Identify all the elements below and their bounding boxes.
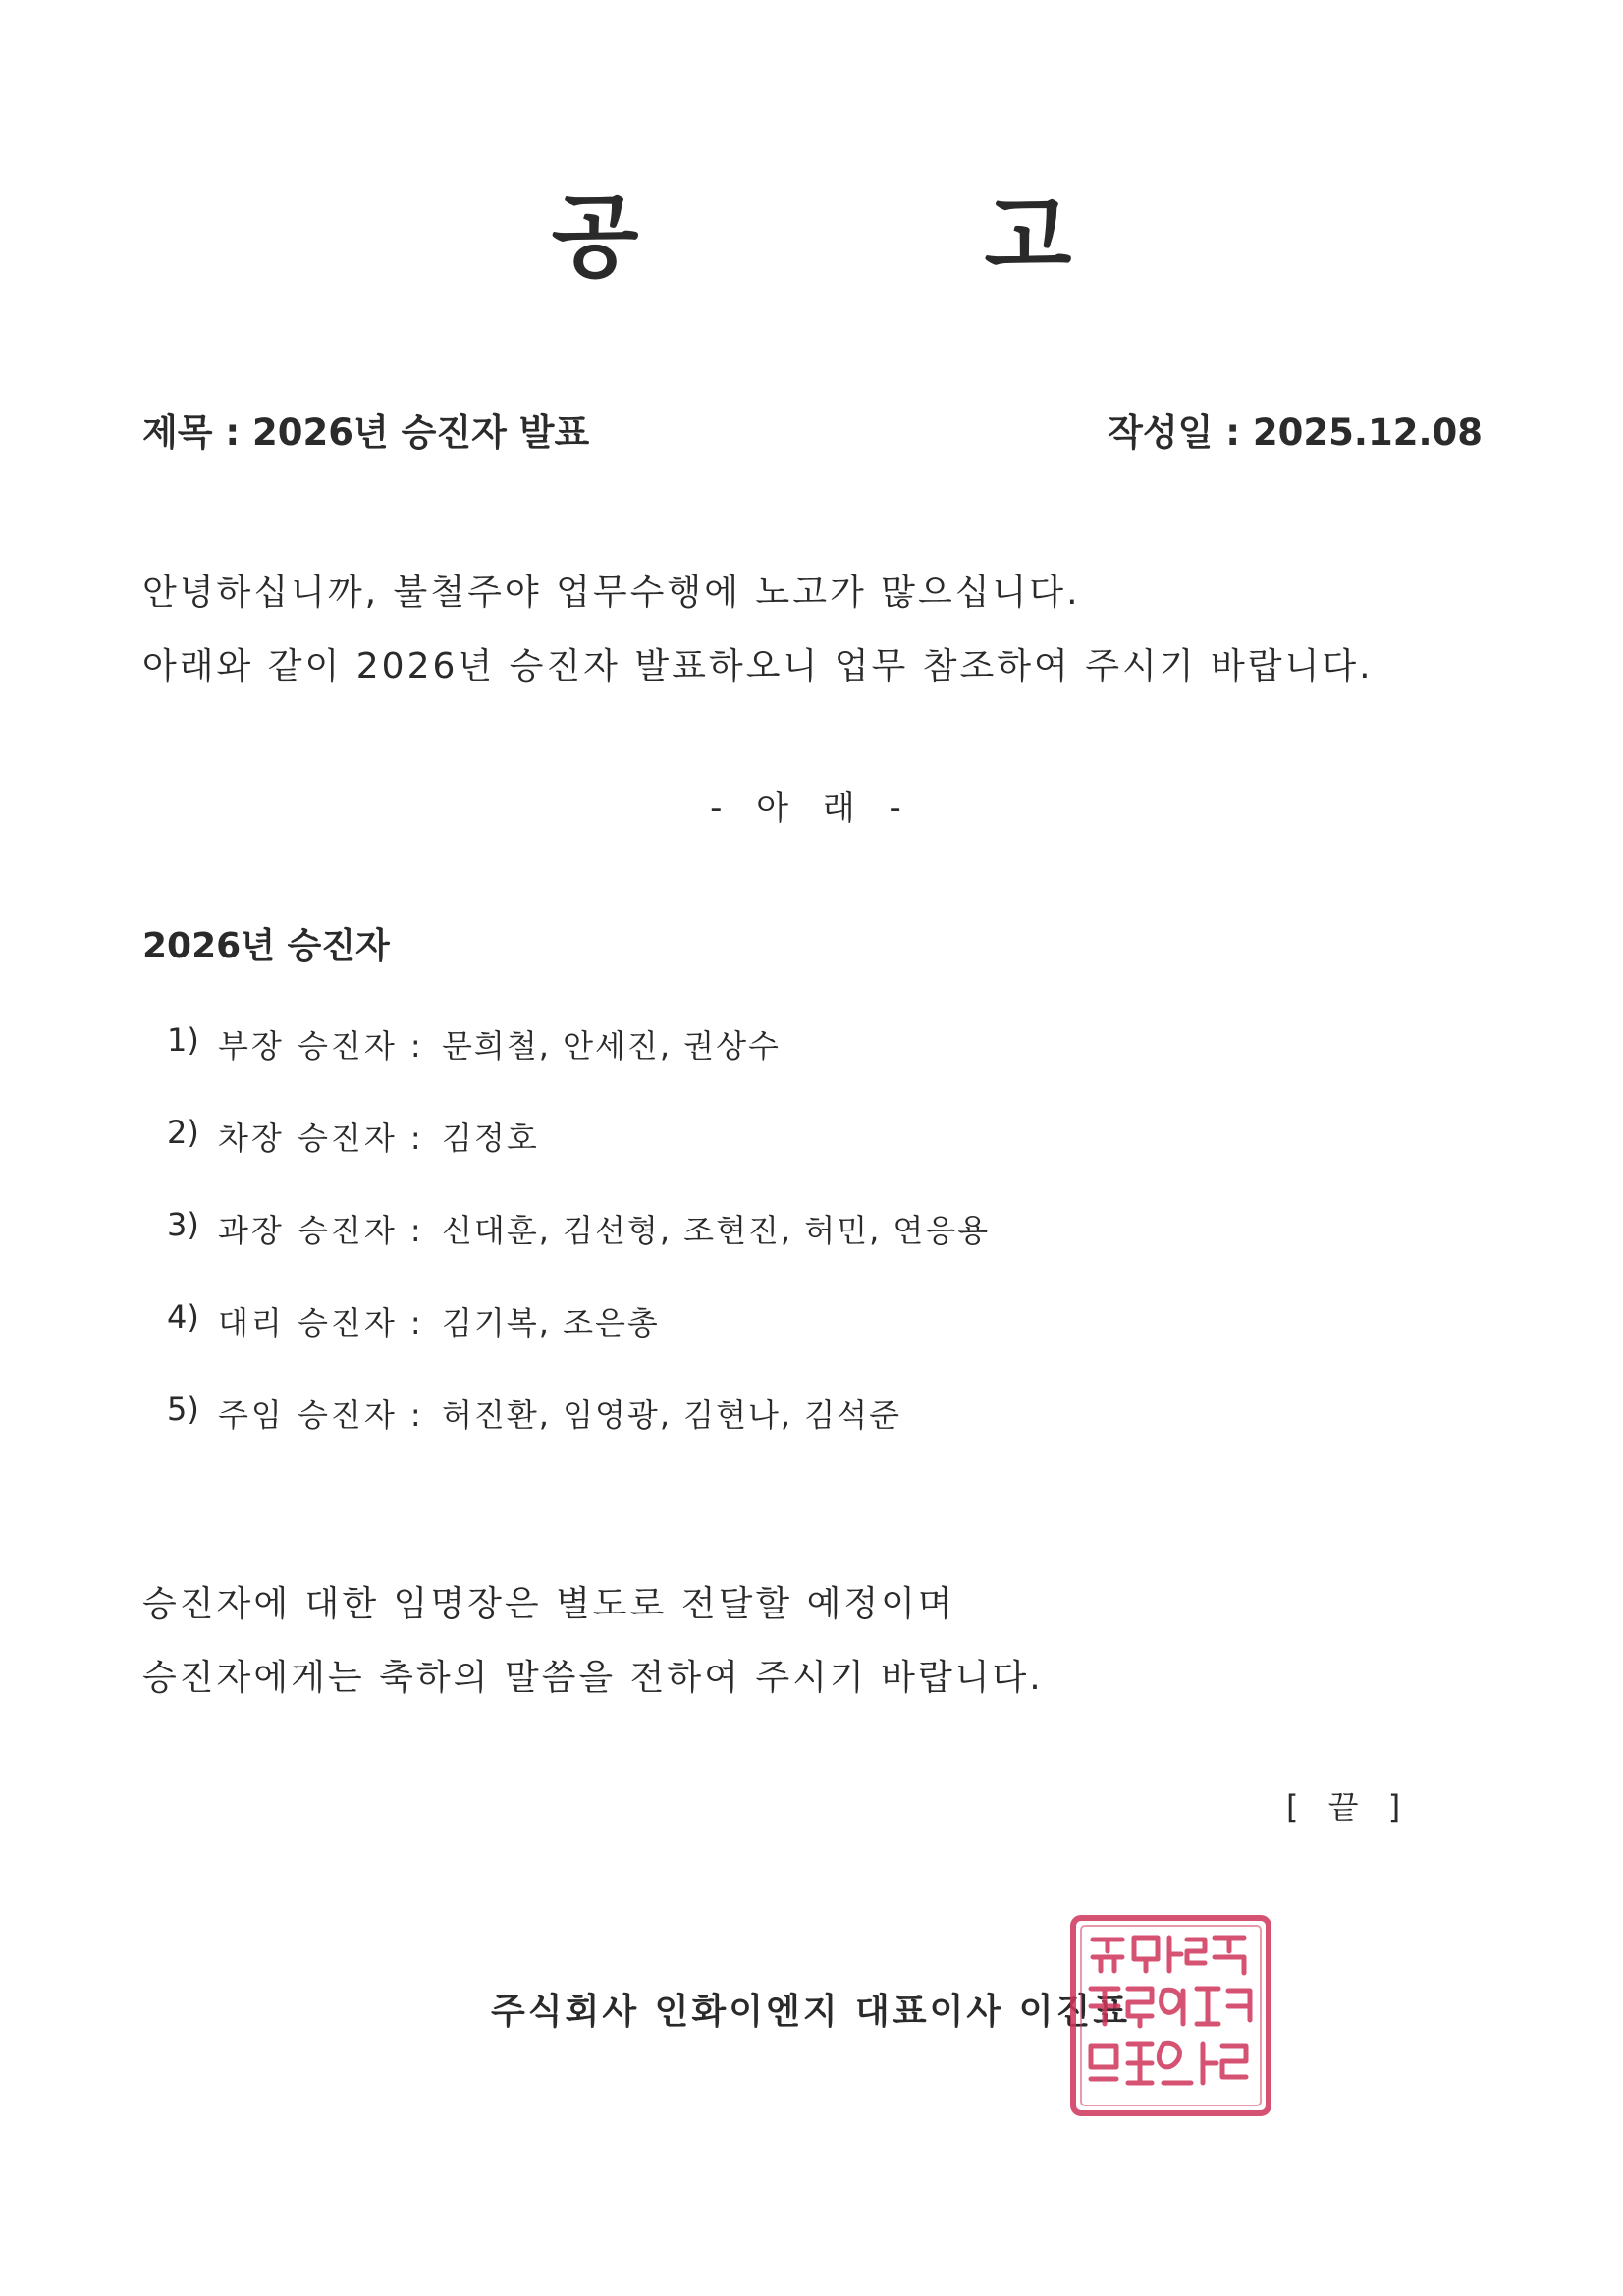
promotion-number: 2) <box>167 1114 199 1151</box>
intro-line-1: 안녕하십니까, 불철주야 업무수행에 노고가 많으십니다. <box>142 573 1081 613</box>
promotion-names: 김기복, 조은총 <box>442 1304 660 1341</box>
promotion-number: 3) <box>167 1206 199 1243</box>
closing-line-2: 승진자에게는 축하의 말씀을 전하여 주시기 바랍니다. <box>142 1658 1044 1698</box>
promotion-role: 차장 승진자 : <box>218 1120 424 1157</box>
promotion-names: 문희철, 안세진, 권상수 <box>442 1027 781 1065</box>
promotion-role: 부장 승진자 : <box>218 1027 424 1065</box>
promotion-number: 4) <box>167 1298 199 1336</box>
end-mark: [ 끝 ] <box>1286 1788 1411 1826</box>
document-subject: 제목 : 2026년 승진자 발표 <box>142 411 590 454</box>
promotion-names: 신대훈, 김선형, 조현진, 허민, 연응용 <box>442 1212 991 1249</box>
promotion-names: 김정호 <box>442 1120 539 1157</box>
document-date: 작성일 : 2025.12.08 <box>1108 411 1483 454</box>
below-marker: - 아 래 - <box>710 789 913 828</box>
promotion-item <box>167 1206 990 1298</box>
promotion-item <box>167 1114 990 1206</box>
promotion-item <box>167 1298 990 1391</box>
company-seal-stamp <box>1065 1910 1276 2121</box>
promotion-item <box>167 1391 990 1483</box>
promotion-list <box>167 1021 990 1483</box>
promotion-item <box>167 1021 990 1114</box>
promotion-role: 대리 승진자 : <box>218 1304 424 1341</box>
promotion-names: 허진환, 임영광, 김현나, 김석준 <box>442 1396 901 1434</box>
intro-line-2: 아래와 같이 2026년 승진자 발표하오니 업무 참조하여 주시기 바랍니다. <box>142 646 1374 686</box>
signature-line: 주식회사 인화이엔지 대표이사 이진표 <box>491 1992 1131 2032</box>
promotion-role: 과장 승진자 : <box>218 1212 424 1249</box>
promotion-number: 1) <box>167 1021 199 1059</box>
seal-glyphs <box>1091 1938 1250 2083</box>
section-heading: 2026년 승진자 <box>142 926 390 966</box>
promotion-number: 5) <box>167 1391 199 1428</box>
closing-line-1: 승진자에 대한 임명장은 별도로 전달할 예정이며 <box>142 1584 955 1624</box>
promotion-role: 주임 승진자 : <box>218 1396 424 1434</box>
document-title: 공 고 <box>551 184 1229 290</box>
